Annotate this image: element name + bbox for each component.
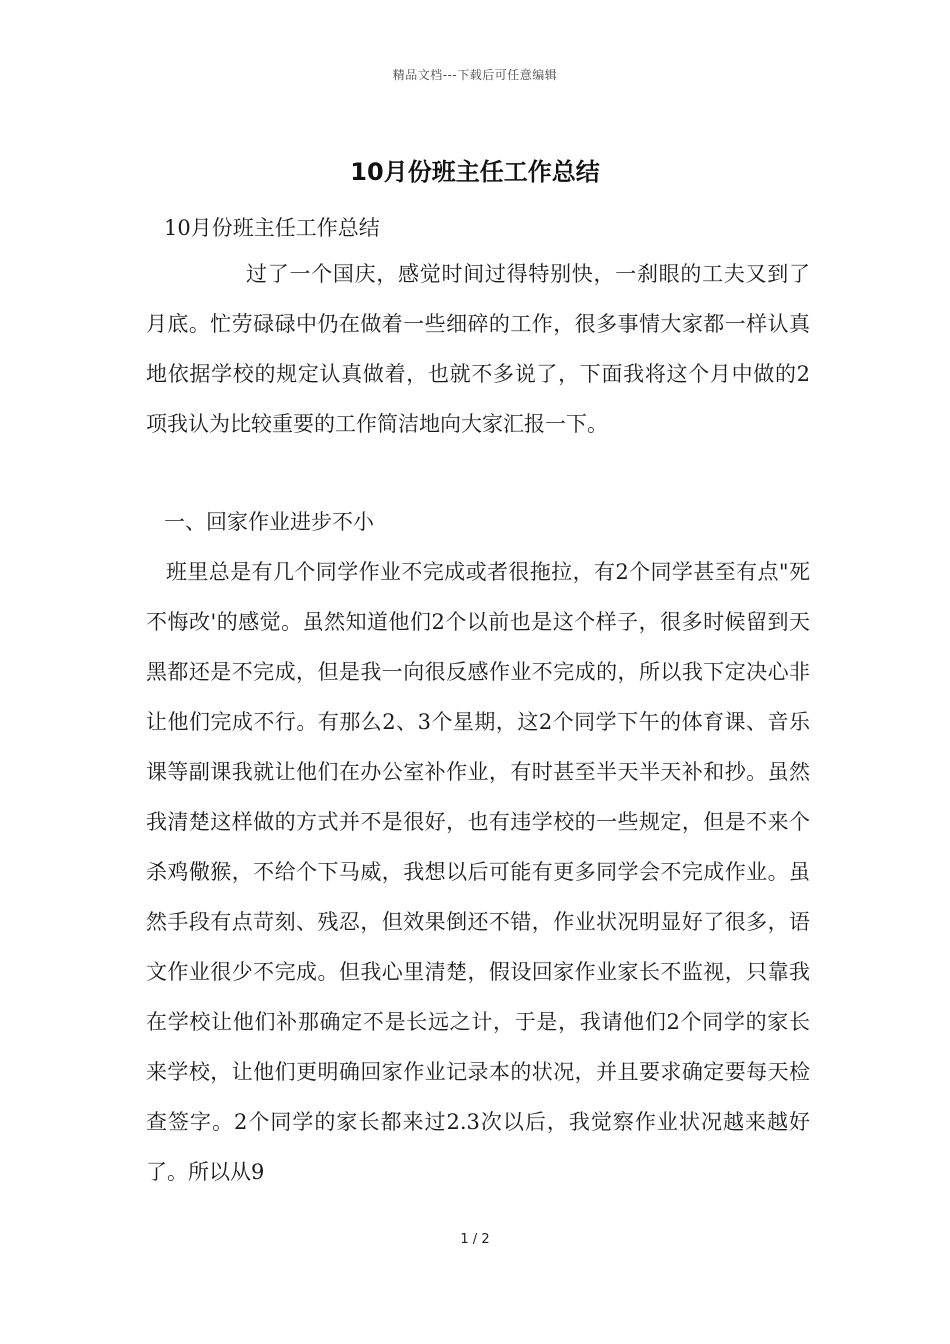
header-note: 精品文档---下载后可任意编辑 <box>392 68 558 82</box>
document-title: 10月份班主任工作总结 <box>350 158 600 186</box>
intro-paragraph: 过了一个国庆，感觉时间过得特别快，一刹眼的工夫又到了月底。忙劳碌碌中仍在做着一些细碎的工作，很多事情大家都一样认真地依据学校的规定认真做着，也就不多说了，下面我将这个月中做的2项我认为比较重要的工作简洁地向大家汇报一下。 <box>146 262 810 436</box>
section-paragraph: 班里总是有几个同学作业不完成或者很拖拉，有2个同学甚至有点"死不悔改'的感觉。虽然知道他们2个以前也是这个样子，很多时候留到天黑都还是不完成，但是我一向很反感作业不完成的，所以我下定决心非让他们完成不行。有那么2、3个星期，这2个同学下午的体育课、音乐课等副课我就让他们在办公室补作业，有时甚至半天半天补和抄。虽然我清楚这样做的方式并不是很好，也有违学校的一些规定，但是不来个杀鸡儆猴，不给个下马威，我想以后可能有更多同学会不完成作业。虽然手段有点苛刻、残忍，但效果倒还不错，作业状况明显好了很多，语文作业很少不完成。但我心里清楚，假设回家作业家长不监视，只靠我在学校让他们补那确定不是长远之计，于是，我请他们2个同学的家长来学校，让他们更明确回家作业记录本的状况，并且要求确定要每天检查签字。2个同学的家长都来过2.3次以后，我觉察作业状况越来越好了。所以从9 <box>146 560 810 1184</box>
page-number: 1 / 2 <box>460 1232 490 1247</box>
section-heading: 一、回家作业进步不小 <box>164 510 374 534</box>
document-subtitle: 10月份班主任工作总结 <box>164 216 380 240</box>
